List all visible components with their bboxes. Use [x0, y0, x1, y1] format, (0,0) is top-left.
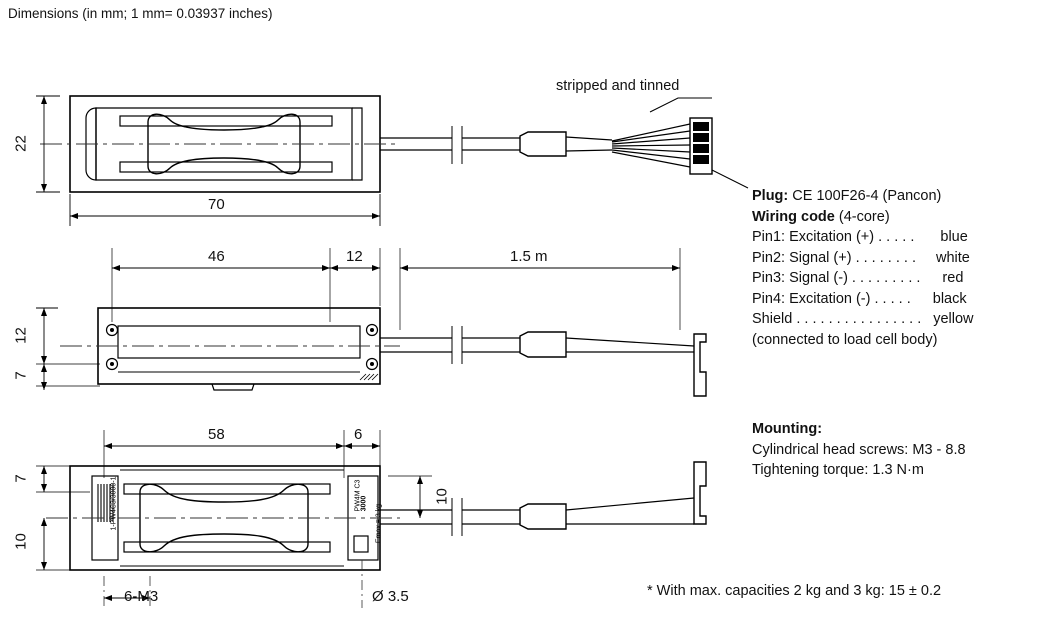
pin-1-text: Pin1: Excitation (+) . . . . . [752, 229, 915, 245]
mounting-torque: Tightening torque: 1.3 N·m [752, 462, 924, 478]
label-marking-type: PW4M C3 [354, 479, 362, 512]
mounting-info [752, 419, 966, 481]
dim-label-diameter: Ø 3.5 [372, 588, 409, 605]
top-view-drawing [40, 96, 748, 192]
dim-label-46: 46 [208, 248, 225, 265]
plug-value: CE 100F26-4 (Pancon) [788, 188, 942, 204]
pin-row-3 [752, 268, 974, 289]
label-marking-emax: Emax = 3 kg [375, 503, 383, 544]
dim-label-6: 6 [354, 426, 363, 443]
dim-label-7-vert: 7 [12, 371, 30, 380]
pin-3-text: Pin3: Signal (-) . . . . . . . . . [752, 270, 921, 286]
wiring-line [752, 207, 974, 228]
dim-label-6-m3: 6-M3 [124, 588, 159, 605]
label-marking-capacity: 3000 [360, 495, 368, 512]
dim-70 [70, 194, 380, 226]
side-view-drawing [60, 308, 706, 396]
mounting-screws: Cylindrical head screws: M3 - 8.8 [752, 441, 966, 458]
plug-line [752, 186, 974, 207]
pin-4-text: Pin4: Excitation (-) . . . . . [752, 290, 911, 307]
dim-side [36, 248, 680, 390]
footnote: * With max. capacities 2 kg and 3 kg: 15 ± 0.2 [647, 583, 942, 599]
dim-label-10-bottom-right: 10 [433, 488, 451, 505]
dim-label-58: 58 [208, 426, 225, 443]
mounting-heading: Mounting: [752, 421, 823, 437]
plug-note: (connected to load cell body) [752, 331, 938, 348]
pin-2-color: white [936, 249, 970, 266]
dim-label-22: 22 [12, 135, 30, 152]
pin-1-color: blue [940, 229, 968, 245]
pin-row-4 [752, 289, 974, 310]
plug-label: Plug: [752, 188, 789, 204]
pin-4-color: black [932, 290, 967, 307]
wiring-value: (4-core) [834, 208, 890, 225]
dim-label-12: 12 [346, 248, 363, 265]
label-marking-serial: 1-PW4C3/3000-1 [110, 476, 118, 531]
plug-wiring-info [752, 186, 974, 350]
pin-row-1 [752, 227, 974, 248]
dim-label-12-vert: 12 [12, 327, 30, 344]
dim-bottom [36, 430, 432, 601]
shield-color: yellow [933, 311, 974, 327]
callout-stripped-and-tinned: stripped and tinned [556, 78, 680, 94]
pin-2-text: Pin2: Signal (+) . . . . . . . . [752, 249, 916, 266]
dim-label-7-bottom: 7 [12, 474, 30, 483]
page-title: Dimensions (in mm; 1 mm= 0.03937 inches) [8, 6, 273, 21]
dim-label-cable-length: 1.5 m [510, 248, 548, 265]
pin-row-2 [752, 248, 974, 269]
pin-3-color: red [942, 270, 964, 286]
pin-row-shield [752, 309, 974, 330]
wiring-label: Wiring code [752, 208, 835, 225]
dim-label-70: 70 [208, 196, 225, 213]
shield-text: Shield . . . . . . . . . . . . . . . . [752, 311, 922, 327]
dim-label-10-bottom-left: 10 [12, 533, 30, 550]
